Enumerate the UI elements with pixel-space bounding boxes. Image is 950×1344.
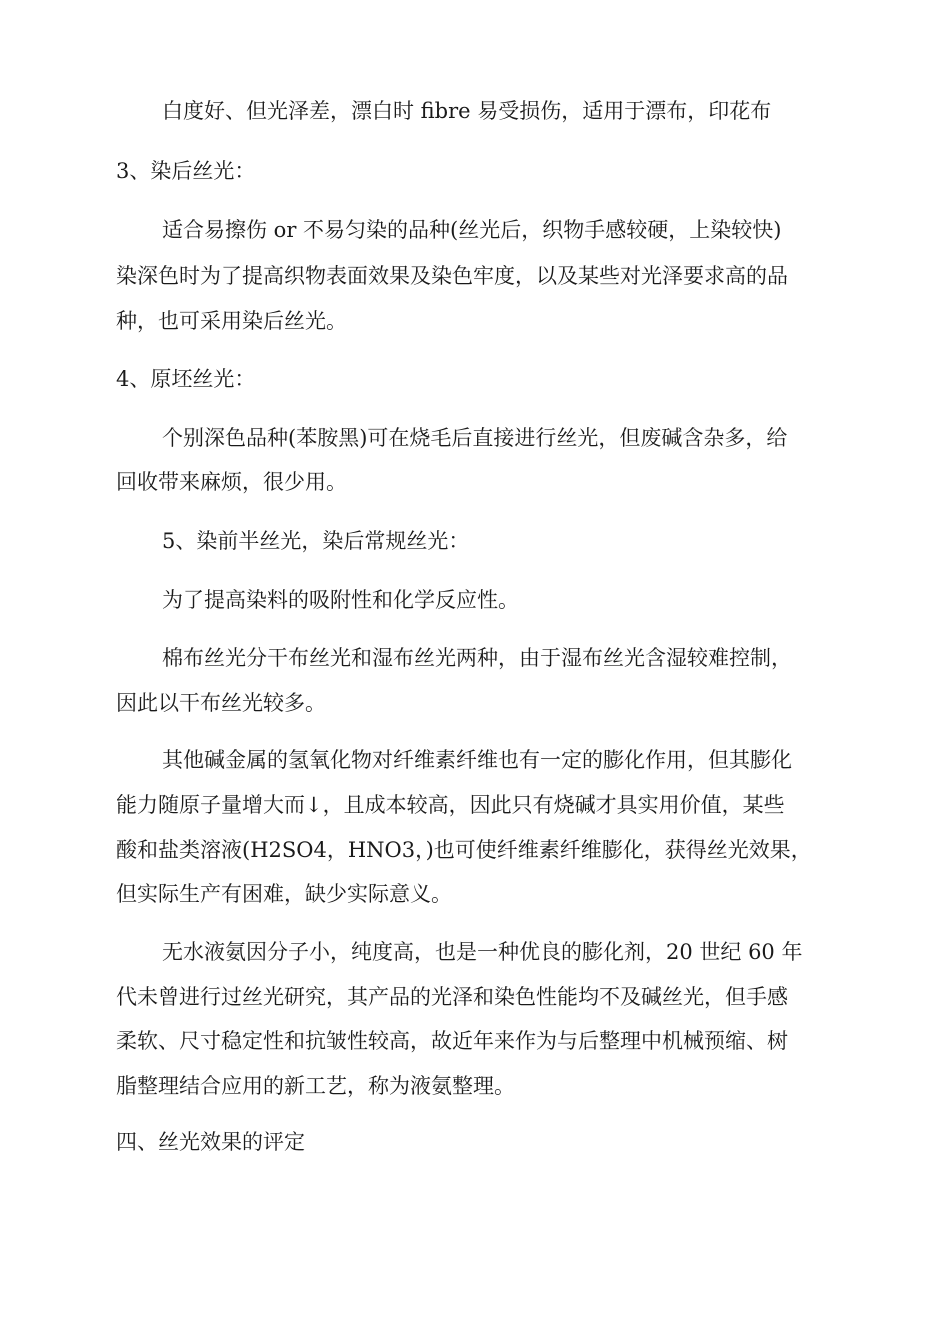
text-line-19: 柔软、尺寸稳定性和抗皱性较高，故近年来作为与后整理中机械预缩、树 [116, 1029, 788, 1053]
text-line-15: 酸和盐类溶液(H2SO4，HNO3，)也可使纤维素纤维膨化，获得丝光效果， [116, 838, 812, 862]
section-heading-4: 4、原坯丝光： [116, 367, 256, 391]
text-line-16: 但实际生产有困难，缺少实际意义。 [116, 882, 452, 906]
text-line-13: 其他碱金属的氢氧化物对纤维素纤维也有一定的膨化作用，但其膨化 [162, 748, 792, 772]
section-heading-5: 5、染前半丝光，染后常规丝光： [162, 529, 470, 553]
text-line-18: 代未曾进行过丝光研究，其产品的光泽和染色性能均不及碱丝光，但手感 [116, 985, 788, 1009]
text-line-4: 染深色时为了提高织物表面效果及染色牢度，以及某些对光泽要求高的品 [116, 264, 788, 288]
text-line-17: 无水液氨因分子小，纯度高，也是一种优良的膨化剂，20 世纪 60 年 [162, 940, 803, 964]
text-line-14: 能力随原子量增大而↓，且成本较高，因此只有烧碱才具实用价值，某些 [116, 793, 785, 817]
text-line-12: 因此以干布丝光较多。 [116, 691, 326, 715]
text-line-11: 棉布丝光分干布丝光和湿布丝光两种，由于湿布丝光含湿较难控制， [162, 646, 792, 670]
section-heading-four: 四、丝光效果的评定 [116, 1130, 305, 1154]
text-line-1: 白度好、但光泽差，漂白时 fibre 易受损伤，适用于漂布，印花布 [162, 99, 772, 123]
text-line-7: 个别深色品种(苯胺黑)可在烧毛后直接进行丝光，但废碱含杂多，给 [162, 426, 788, 450]
text-line-20: 脂整理结合应用的新工艺，称为液氨整理。 [116, 1074, 515, 1098]
text-line-5: 种，也可采用染后丝光。 [116, 309, 347, 333]
text-line-10: 为了提高染料的吸附性和化学反应性。 [162, 588, 519, 612]
text-line-8: 回收带来麻烦，很少用。 [116, 470, 347, 494]
text-line-3: 适合易擦伤 or 不易匀染的品种(丝光后，织物手感较硬，上染较快) [162, 218, 782, 242]
section-heading-3: 3、染后丝光： [116, 159, 256, 183]
